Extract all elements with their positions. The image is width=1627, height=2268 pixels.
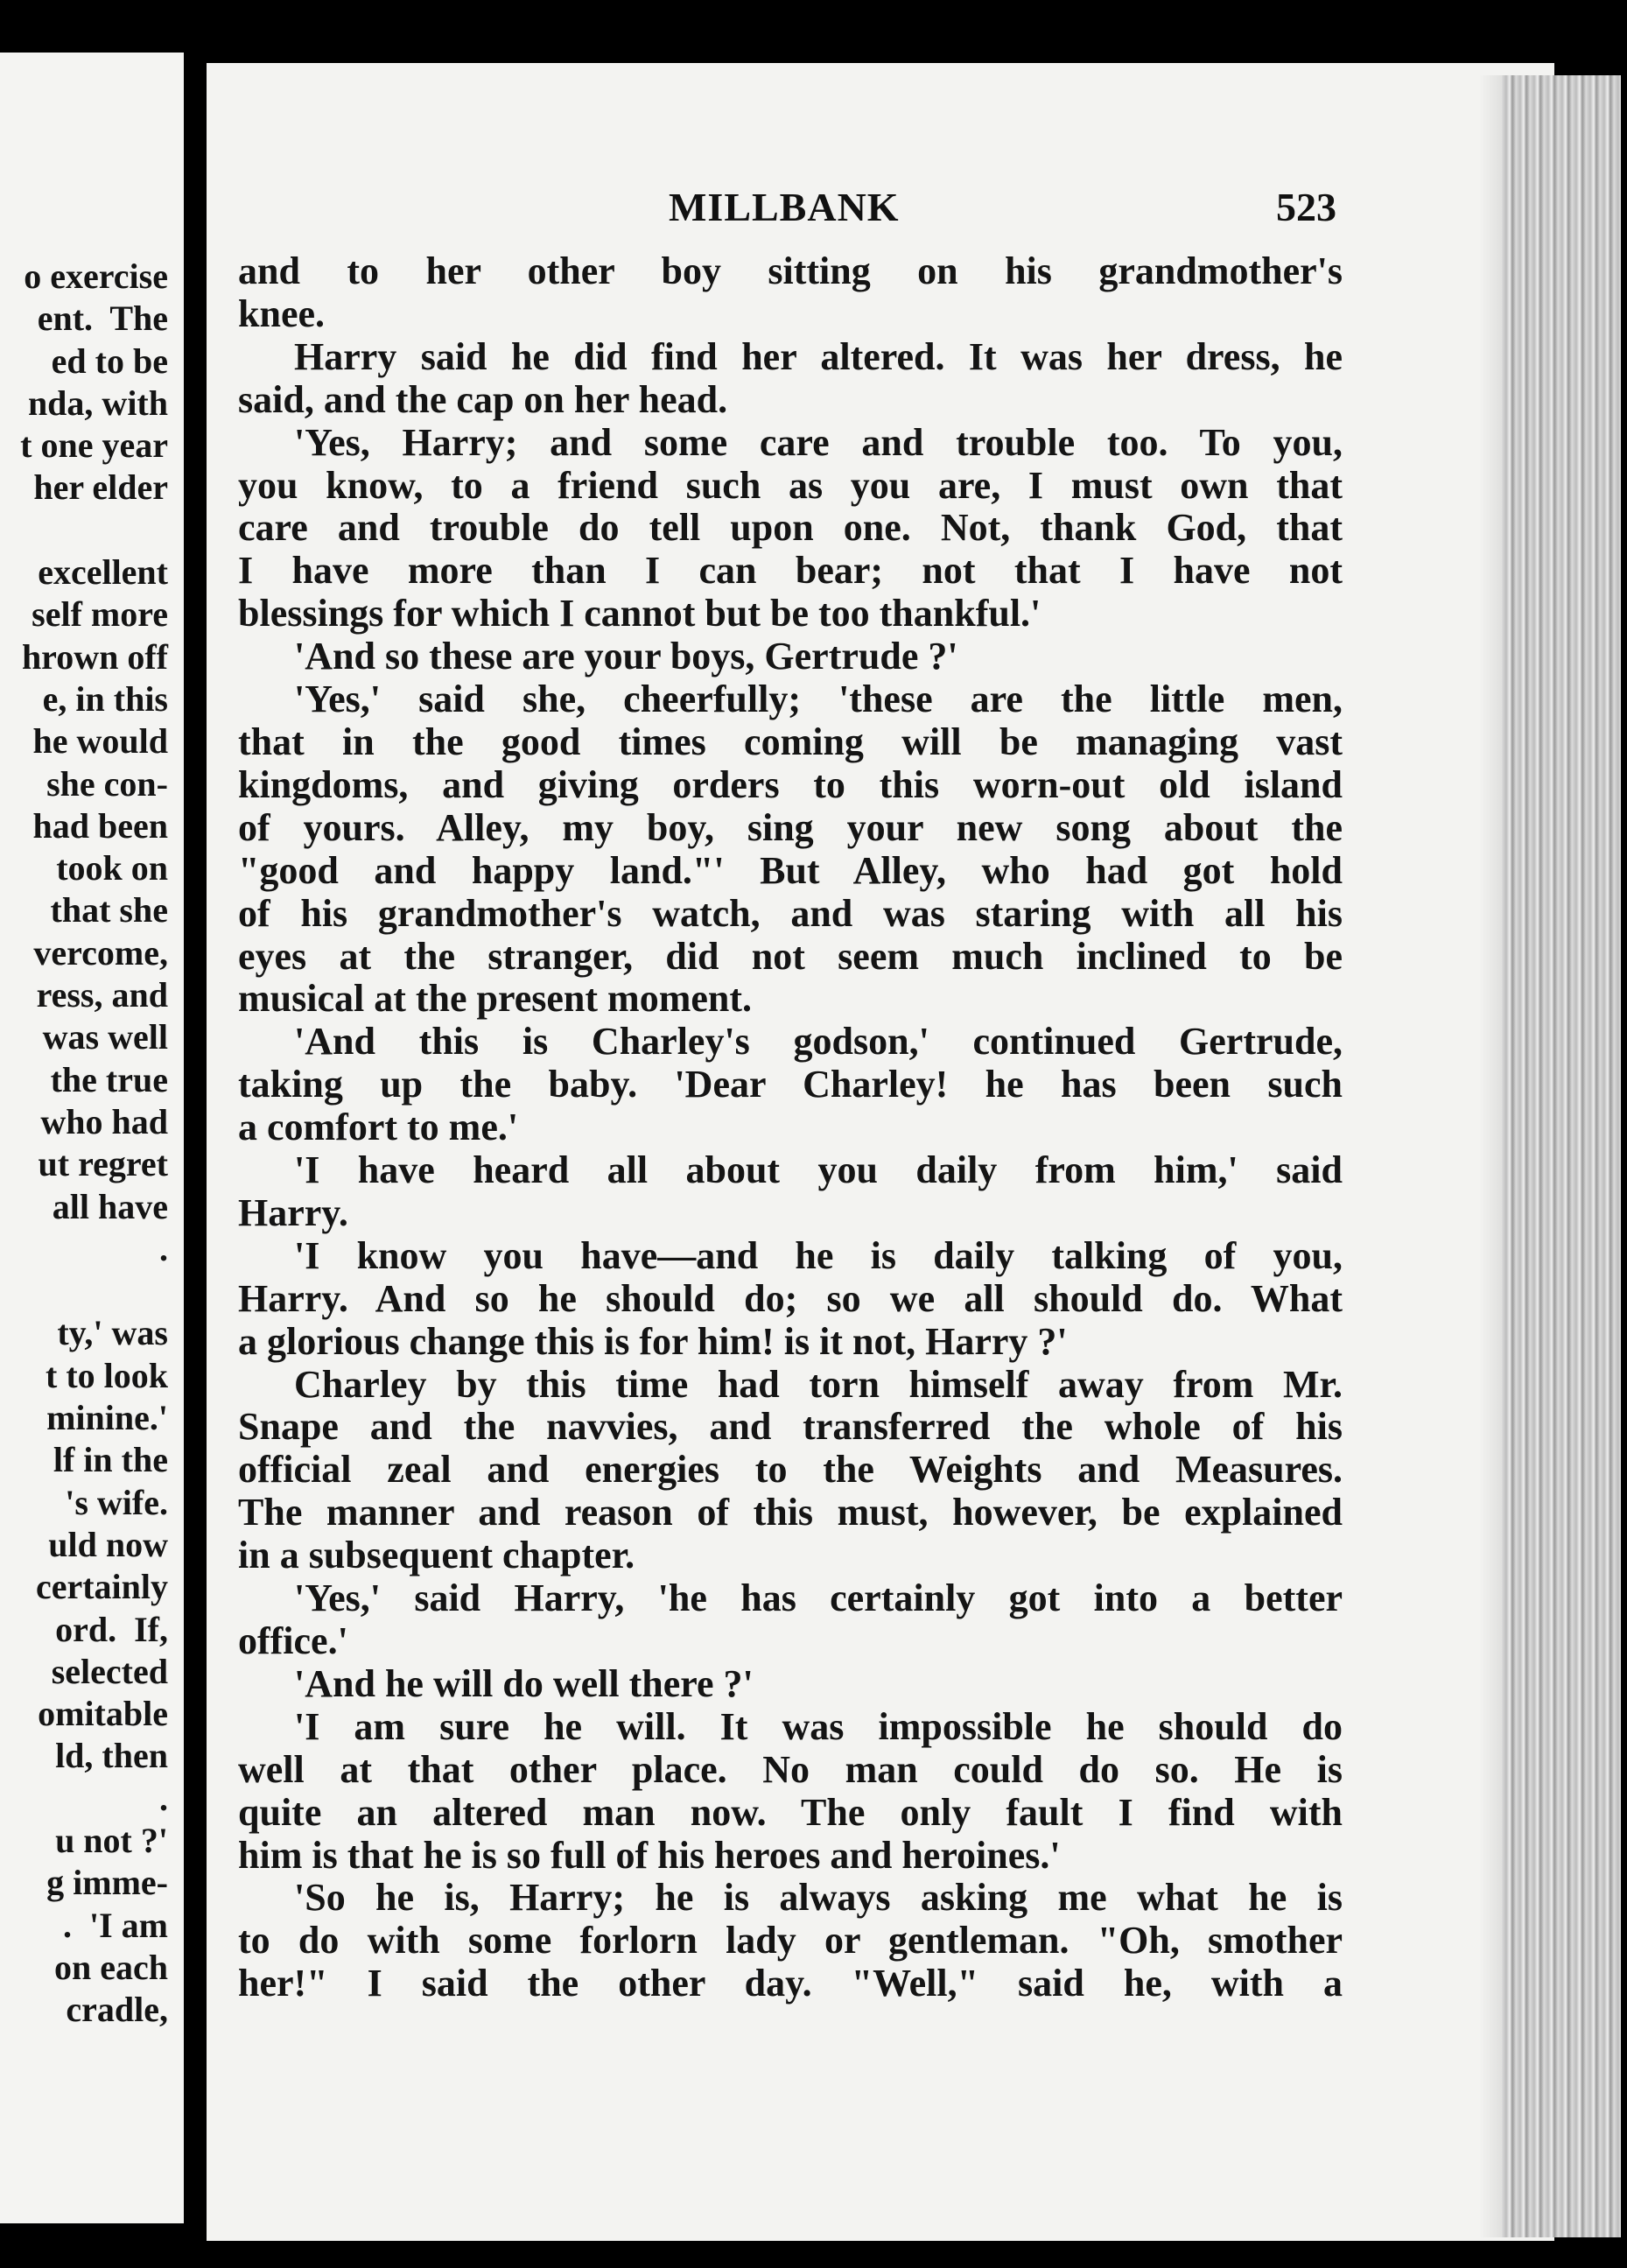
facing-page-line: uld now [48, 1524, 168, 1564]
text-line: 'So he is, Harry; he is always asking me what he is [294, 1876, 1343, 1920]
facing-page-line: vercome, [33, 932, 168, 973]
facing-page-line: omitable [38, 1694, 168, 1734]
facing-page-line: ld, then [55, 1736, 168, 1776]
facing-page-line: ed to be [51, 341, 168, 381]
facing-page-line [0, 1270, 168, 1312]
facing-page-line: . [159, 1778, 168, 1818]
text-line: I have more than I can bear; not that I have not [238, 549, 1343, 593]
text-line: 'Yes,' said Harry, 'he has certainly got into a better [294, 1576, 1343, 1620]
text-line: blessings for which I cannot but be too thankful.' [238, 592, 1041, 635]
text-line: him is that he is so full of his heroes and heroines.' [238, 1833, 1061, 1877]
facing-page-line: g imme- [46, 1863, 168, 1903]
facing-page-line: she con- [46, 763, 168, 804]
text-line: 'Yes, Harry; and some care and trouble too. To you, [294, 420, 1343, 464]
text-line: 'Yes,' said she, cheerfully; 'these are the little men, [294, 678, 1343, 721]
facing-page-line: . [159, 1228, 168, 1268]
facing-page-line: he would [32, 721, 168, 762]
facing-page-line: u not ?' [55, 1820, 168, 1860]
text-line: musical at the present moment. [238, 977, 752, 1021]
facing-page-line: was well [42, 1017, 168, 1057]
facing-page-line: all have [52, 1186, 168, 1226]
text-line: well at that other place. No man could do so. He is [238, 1747, 1343, 1791]
text-line: "good and happy land."' But Alley, who had got hold [238, 848, 1343, 892]
facing-page-line: selected [51, 1651, 168, 1691]
text-line: office.' [238, 1619, 348, 1662]
page-number: 523 [1276, 185, 1336, 229]
facing-page-text [0, 256, 168, 2031]
text-line: The manner and reason of this must, however, be explained [238, 1491, 1343, 1534]
facing-page-line: who had [40, 1101, 168, 1141]
text-line: of his grandmother's watch, and was staring with all his [238, 891, 1343, 935]
facing-page-line: minine.' [46, 1398, 168, 1438]
facing-page-line: certainly [35, 1567, 168, 1607]
page-header [207, 184, 1554, 236]
text-line: knee. [238, 291, 325, 335]
text-line: her!" I said the other day. "Well," said he, with a [238, 1962, 1343, 2005]
body-text [238, 250, 1343, 2005]
text-line: taking up the baby. 'Dear Charley! he has been such [238, 1063, 1343, 1106]
facing-page-line: ut regret [38, 1144, 168, 1184]
facing-page-line: ent. The [37, 298, 168, 339]
text-line: Charley by this time had torn himself away from Mr. [294, 1362, 1343, 1406]
facing-page-line: lf in the [53, 1440, 168, 1480]
text-line: you know, to a friend such as you are, I must own that [238, 463, 1343, 507]
page-stack-edge [1502, 75, 1621, 2237]
facing-page-line: t one year [20, 425, 168, 466]
facing-page-line: ord. If, [55, 1609, 168, 1649]
facing-page-line: her elder [33, 467, 168, 508]
text-line: to do with some forlorn lady or gentleman. "Oh, smother [238, 1919, 1343, 1963]
facing-page-line: e, in this [42, 678, 168, 719]
text-line: Harry said he did find her altered. It was her dress, he [294, 334, 1343, 378]
text-line: official zeal and energies to the Weights and Measures. [238, 1448, 1343, 1492]
text-line: quite an altered man now. The only fault I find with [238, 1790, 1343, 1834]
facing-page-line: . 'I am [63, 1905, 168, 1945]
text-line: said, and the cap on her head. [238, 377, 728, 421]
text-line: kingdoms, and giving orders to this worn-out old island [238, 762, 1343, 806]
facing-page-line: ress, and [36, 975, 168, 1015]
facing-page-line: on each [54, 1947, 168, 1987]
facing-page-line: the true [50, 1059, 168, 1099]
facing-page-line: nda, with [27, 383, 168, 423]
text-line: a glorious change this is for him! is it not, Harry ?' [238, 1319, 1068, 1363]
text-line: 'And this is Charley's godson,' continued Gertrude, [294, 1020, 1343, 1064]
text-line: eyes at the stranger, did not seem much inclined to be [238, 934, 1343, 978]
facing-page-line: hrown off [21, 636, 168, 677]
facing-page-line: took on [56, 848, 168, 888]
facing-page-fragment [0, 53, 184, 2223]
running-title: MILLBANK [669, 185, 900, 229]
facing-page-line: cradle, [66, 1990, 168, 2030]
text-line: and to her other boy sitting on his grandmother's [238, 249, 1343, 292]
text-line: of yours. Alley, my boy, sing your new song about the [238, 805, 1343, 849]
facing-page-line: 's wife. [65, 1482, 168, 1522]
text-line: 'I am sure he will. It was impossible he should do [294, 1704, 1343, 1748]
text-line: 'And he will do well there ?' [294, 1661, 754, 1705]
text-line: in a subsequent chapter. [238, 1534, 635, 1577]
text-line: 'I have heard all about you daily from him,' said [294, 1148, 1343, 1192]
facing-page-line: self more [32, 594, 168, 635]
text-line: 'I know you have—and he is daily talking of you, [294, 1233, 1343, 1277]
text-line: 'And so these are your boys, Gertrude ?' [294, 635, 958, 678]
facing-page-line: excellent [38, 552, 168, 593]
text-line: Harry. And so he should do; so we all should do. What [238, 1276, 1343, 1320]
facing-page-line: had been [32, 805, 168, 846]
facing-page-line: ty,' was [57, 1313, 168, 1353]
text-line: care and trouble do tell upon one. Not, thank God, that [238, 506, 1343, 550]
text-line: Snape and the navvies, and transferred the whole of his [238, 1405, 1343, 1449]
facing-page-line: t to look [46, 1355, 168, 1395]
facing-page-line [0, 509, 168, 551]
text-line: Harry. [238, 1190, 348, 1234]
facing-page-line: o exercise [24, 256, 168, 296]
text-line: a comfort to me.' [238, 1106, 519, 1149]
facing-page-line: that she [50, 890, 168, 930]
text-line: that in the good times coming will be managing vast [238, 720, 1343, 763]
